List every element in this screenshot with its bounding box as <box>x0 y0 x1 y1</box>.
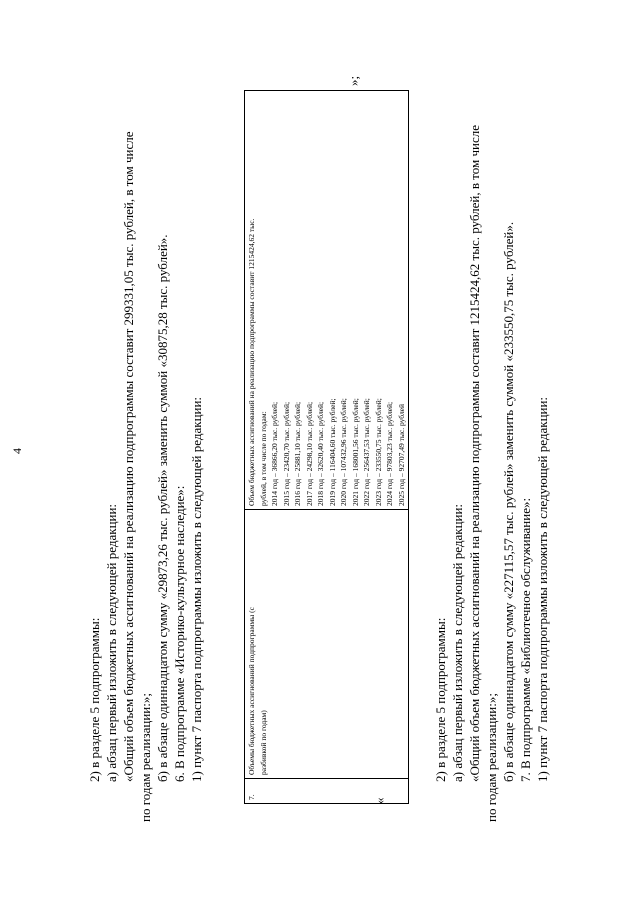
section-2-text <box>432 82 551 822</box>
value-line: 2018 год – 32620,40 тыс. рублей; <box>316 401 325 506</box>
paragraph-line: а) абзац первый изложить в следующей редакции: <box>450 503 465 782</box>
paragraph-line: 1) пункт 7 паспорта подпрограммы изложить в следующей редакции: <box>189 396 204 782</box>
value-line: 2024 год – 97803,23 тыс. рублей; <box>385 401 394 506</box>
paragraph-line: а) абзац первый изложить в следующей редакции: <box>104 503 119 782</box>
paragraph-line: 7. В подпрограмме «Библиотечное обслуживание»: <box>518 497 533 782</box>
table-row <box>245 91 409 804</box>
section-1-text <box>86 82 205 822</box>
row-label <box>245 510 409 779</box>
value-line: 2014 год – 36866,20 тыс. рублей; <box>270 401 279 506</box>
passport-table <box>244 90 409 804</box>
value-line: 2023 год – 233550,75 тыс. рублей; <box>373 398 383 506</box>
value-line: рублей, в том числе по годам: <box>258 411 268 506</box>
value-line: 2017 год – 24298,10 тыс. рублей; <box>304 401 314 506</box>
paragraph-line: 6. В подпрограмме «Историко-культурное наследие»: <box>172 485 187 782</box>
value-line: 2025 год – 92707,49 тыс. рублей <box>396 403 406 506</box>
value-line: 2019 год – 116404,60 тыс. рублей; <box>327 398 337 506</box>
paragraph-line: 1) пункт 7 паспорта подпрограммы изложить в следующей редакции: <box>535 396 550 782</box>
paragraph-line: б) в абзаце одиннадцатом сумму «227115,57 тыс. рублей» заменить суммой «233550,75 тыс. рублей». <box>501 221 516 782</box>
page-number: 4 <box>10 448 24 454</box>
paragraph-line: по годам реализации:»; <box>484 693 499 822</box>
paragraph-line: «Общий объем бюджетных ассигнований на реализацию подпрограммы составит 299331,05 тыс. рублей, в том числе <box>121 131 136 782</box>
value-line: 2022 год – 256437,53 тыс. рублей; <box>362 398 371 506</box>
value-line: 2015 год – 23420,70 тыс. рублей; <box>281 401 291 506</box>
paragraph-line: б) в абзаце одиннадцатом сумму «29873,26 тыс. рублей» заменить суммой «30875,28 тыс. рублей». <box>155 234 170 782</box>
value-line: Объем бюджетных ассигнований на реализацию подпрограммы составит 1215424,62 тыс. <box>247 218 256 506</box>
row-number: 7. <box>245 779 409 804</box>
label-line: Объемы бюджетных ассигнований подпрограммы (с <box>247 607 256 775</box>
value-line: 2020 год – 107432,96 тыс. рублей; <box>339 398 348 506</box>
paragraph-line: по годам реализации:»; <box>138 693 153 822</box>
row-value <box>245 91 409 510</box>
paragraph-line: 2) в разделе 5 подпрограммы: <box>433 617 448 782</box>
paragraph-line: 2) в разделе 5 подпрограммы: <box>87 617 102 782</box>
value-line: 2016 год – 25881,10 тыс. рублей; <box>293 401 302 506</box>
value-line: 2021 год – 168001,56 тыс. рублей; <box>350 398 360 506</box>
quote-close: »; <box>346 75 361 86</box>
label-line: разбивкой по годам) <box>258 710 268 775</box>
quote-open: « <box>372 797 387 804</box>
paragraph-line: «Общий объем бюджетных ассигнований на реализацию подпрограммы составит 1215424,62 тыс. рублей, в том числе <box>467 124 482 782</box>
